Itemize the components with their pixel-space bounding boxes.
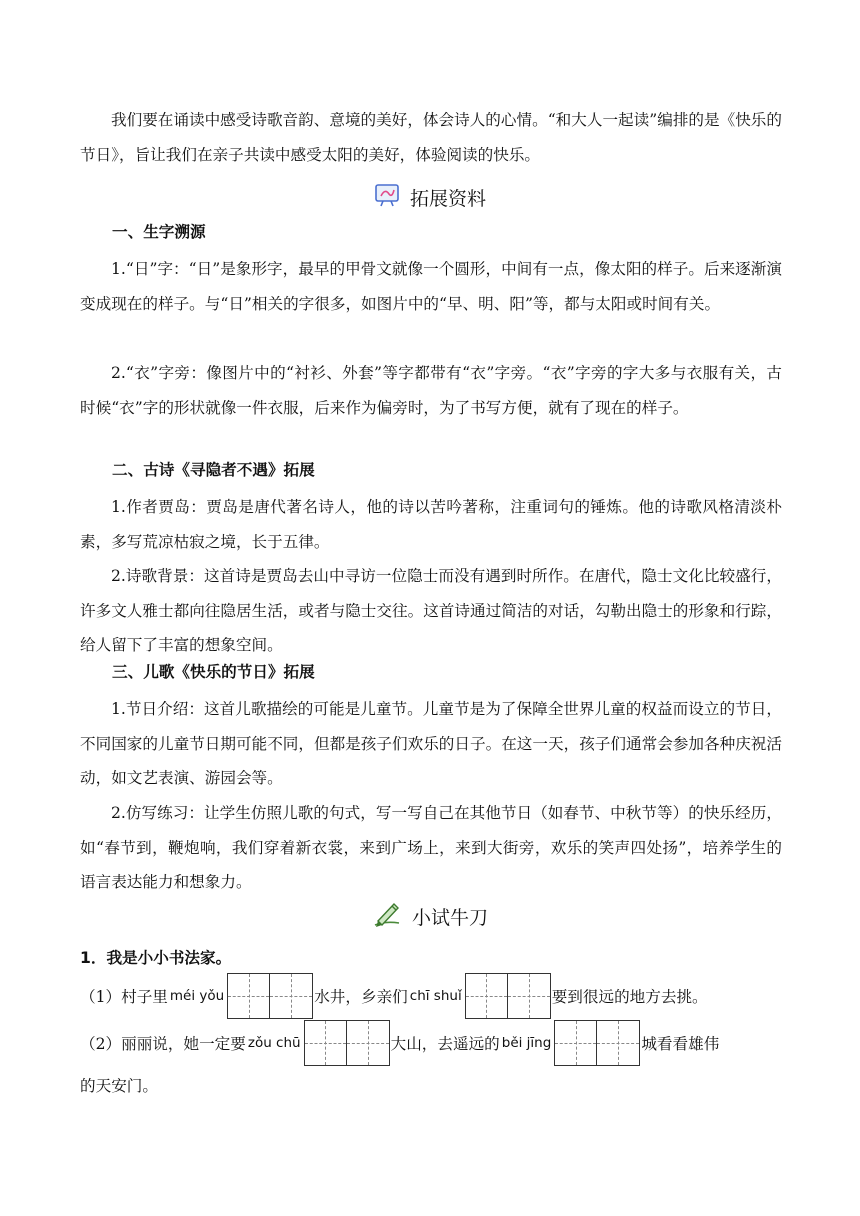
section-title: 拓展资料: [409, 188, 486, 210]
question-text: （2）丽丽说，她一定要: [80, 1035, 246, 1053]
question-text: 大山，去遥远的: [390, 1035, 500, 1053]
presentation-board-icon: [374, 182, 400, 213]
exercise-title: 小试牛刀: [411, 907, 488, 929]
question-text: （1）村子里: [80, 988, 168, 1006]
question-line-1: [80, 973, 782, 1019]
section-heading-3: 三、儿歌《快乐的节日》拓展: [112, 663, 315, 681]
paragraph: 2.诗歌背景：这首诗是贾岛去山中寻访一位隐士而没有遇到时所作。在唐代，隐士文化比较盛行，许多文人雅士都向往隐居生活，或者与隐士交往。这首诗通过简洁的对话，勾勒出隐士的形象和行踪，给人留下了丰富的想象空间。: [80, 567, 782, 654]
pinyin-hint: méi yǒu: [169, 988, 225, 1004]
paragraph: 1.作者贾岛：贾岛是唐代著名诗人，他的诗以苦吟著称，注重词句的锤炼。他的诗歌风格清淡朴素，多写荒凉枯寂之境，长于五律。: [80, 498, 782, 551]
question-text: 水井，乡亲们: [314, 988, 408, 1006]
writing-grid[interactable]: [227, 973, 313, 1019]
section-banner: [0, 182, 860, 213]
section-heading-2: 二、古诗《寻隐者不遇》拓展: [112, 461, 315, 479]
writing-cell[interactable]: [305, 1021, 347, 1065]
paragraph: 2.仿写练习：让学生仿照儿歌的句式，写一写自己在其他节日（如春节、中秋节等）的快乐经历，如“春节到，鞭炮响，我们穿着新衣裳，来到广场上，来到大街旁，欢乐的笑声四处扬”，培养学生的语言表达能力和想象力。: [80, 804, 782, 891]
section-heading-1: 一、生字溯源: [112, 223, 206, 241]
writing-cell[interactable]: [555, 1021, 597, 1065]
writing-grid[interactable]: [554, 1020, 640, 1066]
paragraph: 1.节日介绍：这首儿歌描绘的可能是儿童节。儿童节是为了保障全世界儿童的权益而设立的节日，不同国家的儿童节日期可能不同，但都是孩子们欢乐的日子。在这一天，孩子们通常会参加各种庆祝活动，如文艺表演、游园会等。: [80, 700, 782, 787]
exercise-banner: [0, 899, 860, 934]
question-title: 1．我是小小书法家。: [80, 949, 232, 967]
pinyin-hint: běi jīng: [501, 1035, 552, 1051]
writing-cell[interactable]: [466, 974, 508, 1018]
intro-paragraph: 我们要在诵读中感受诗歌音韵、意境的美好，体会诗人的心情。“和大人一起读”编排的是《快乐的节日》，旨让我们在亲子共读中感受太阳的美好，体验阅读的快乐。: [80, 111, 782, 164]
writing-cell[interactable]: [270, 974, 312, 1018]
writing-cell[interactable]: [597, 1021, 639, 1065]
question-text-continuation: 的天安门。: [80, 1077, 158, 1095]
writing-cell[interactable]: [347, 1021, 389, 1065]
question-line-2: [80, 1020, 782, 1066]
writing-grid[interactable]: [465, 973, 551, 1019]
pinyin-hint: chī shuǐ: [409, 988, 462, 1004]
question-text: 要到很远的地方去挑。: [551, 988, 708, 1006]
writing-grid[interactable]: [304, 1020, 390, 1066]
paragraph: 2.“衣”字旁：像图片中的“衬衫、外套”等字都带有“衣”字旁。“衣”字旁的字大多与衣服有关，古时候“衣”字的形状就像一件衣服，后来作为偏旁时，为了书写方便，就有了现在的样子。: [80, 364, 782, 417]
paragraph: 1.“日”字：“日”是象形字，最早的甲骨文就像一个圆形，中间有一点，像太阳的样子。后来逐渐演变成现在的样子。与“日”相关的字很多，如图片中的“早、明、阳”等，都与太阳或时间有关。: [80, 260, 782, 313]
pen-writing-icon: [372, 899, 402, 934]
writing-cell[interactable]: [508, 974, 550, 1018]
pinyin-hint: zǒu chū: [247, 1035, 301, 1051]
writing-cell[interactable]: [228, 974, 270, 1018]
question-text: 城看看雄伟: [641, 1035, 720, 1053]
